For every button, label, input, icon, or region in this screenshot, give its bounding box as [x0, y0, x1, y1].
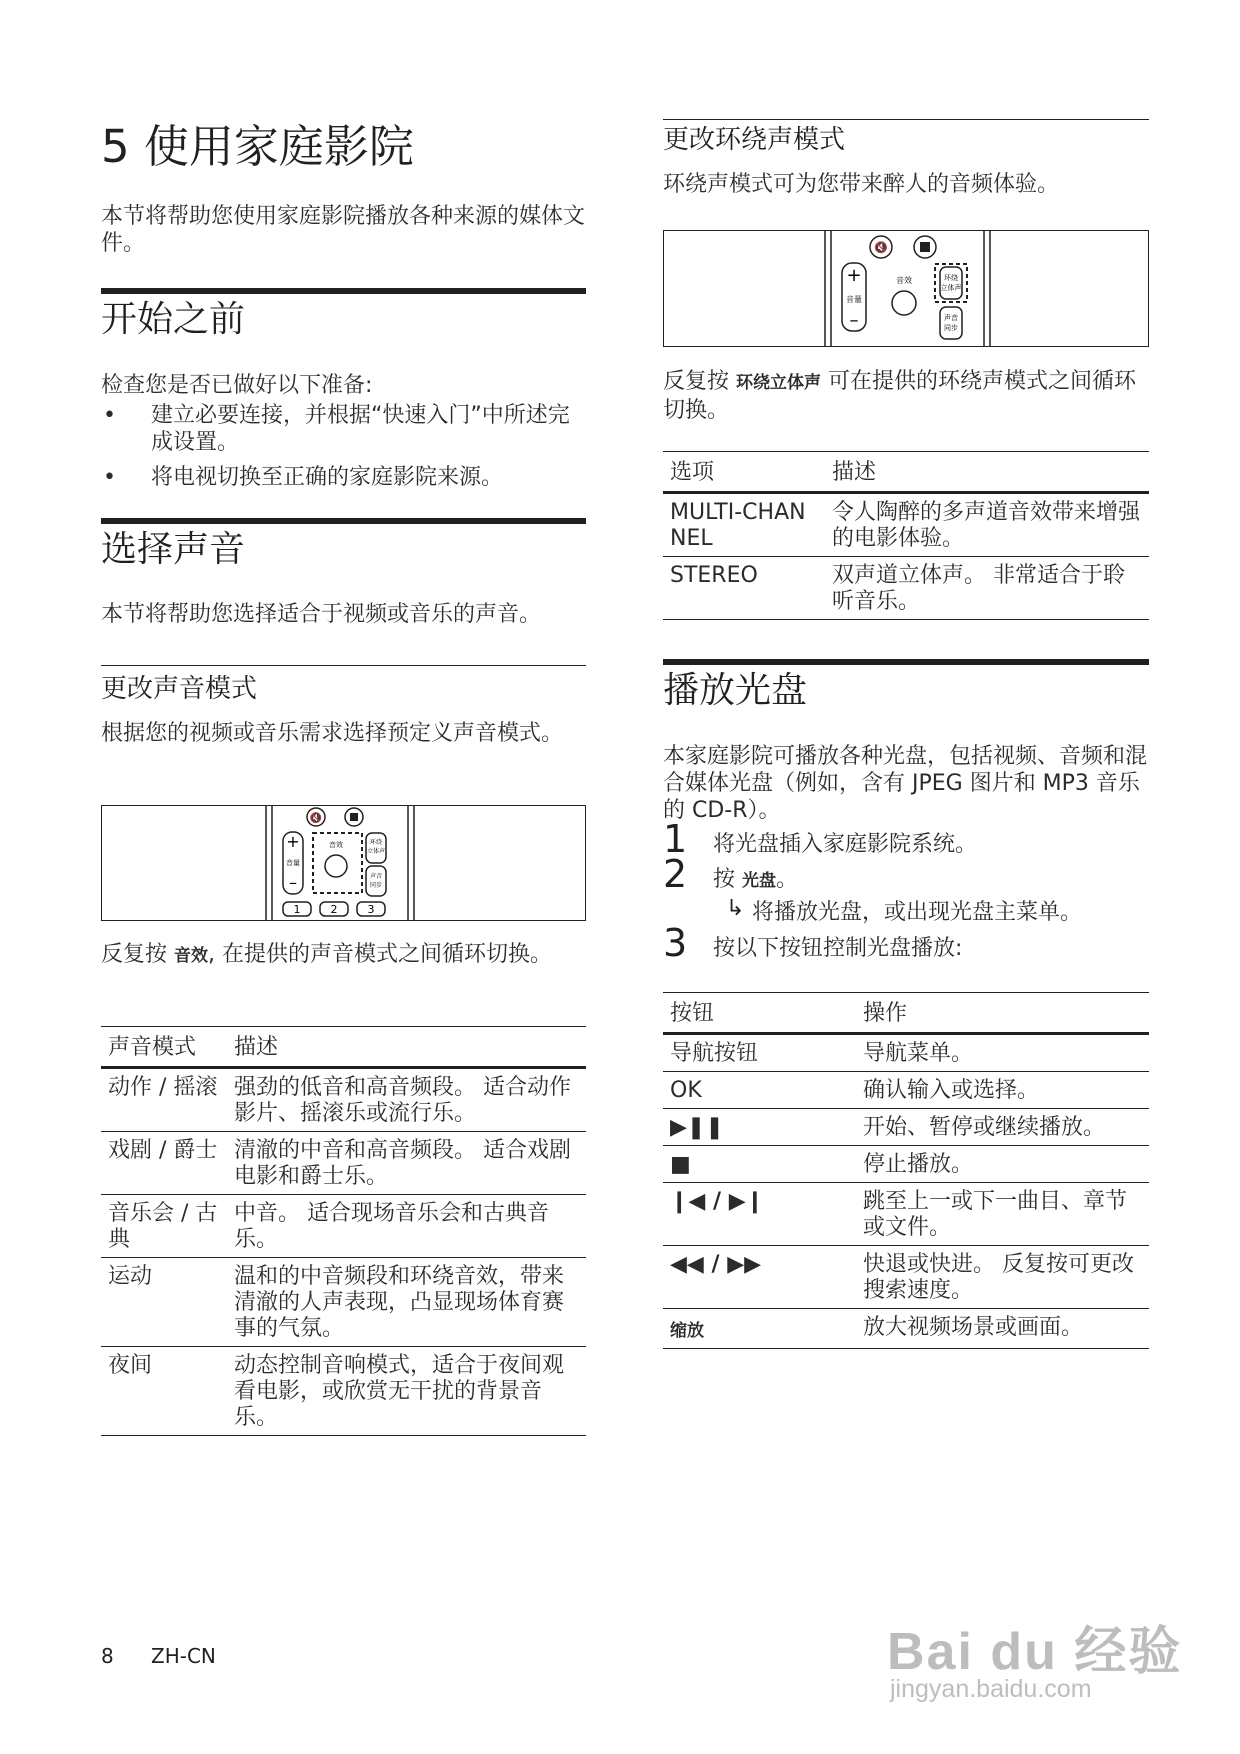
sound-mode-instruction: [101, 941, 561, 970]
table-cell: 快退或快进。 反复按可更改搜索速度。: [863, 1252, 1134, 1303]
section-heading-sound: 选择声音: [101, 529, 246, 570]
table-cell: 双声道立体声。 非常适合于聆听音乐。: [832, 563, 1125, 614]
table-row: [663, 1109, 1149, 1146]
table-cell: 中音。 适合现场音乐会和古典音乐。: [234, 1201, 549, 1252]
table-cell: 清澈的中音和高音频段。 适合戏剧电影和爵士乐。: [234, 1138, 571, 1189]
table-cell: 运动: [108, 1264, 153, 1289]
svg-text:🔇: 🔇: [309, 813, 323, 824]
remote-num-3: 3: [367, 903, 375, 916]
remote-num-1: 1: [293, 903, 301, 916]
section-rule: [101, 288, 586, 294]
stop-icon: [914, 236, 936, 258]
table-row: [663, 1183, 1149, 1246]
sound-mode-table: [101, 1026, 586, 1436]
svg-text:–: –: [849, 310, 859, 331]
table-header-cell: 声音模式: [108, 1035, 197, 1060]
disc-key-label: 光盘: [742, 871, 777, 891]
remote-illustration-surround: [663, 230, 1149, 347]
baidu-watermark-logo: Bai du 经验: [887, 1623, 1183, 1681]
table-cell: 动作 / 摇滚: [108, 1075, 218, 1100]
subsection-heading-sound-mode: 更改声音模式: [101, 674, 258, 704]
table-cell: 动态控制音响模式，适合于夜间观看电影，或欣赏无干扰的背景音乐。: [234, 1353, 565, 1430]
baidu-watermark-url: jingyan.baidu.com: [890, 1675, 1092, 1703]
chapter-intro: 本节将帮助您使用家庭影院播放各种来源的媒体文件。: [101, 204, 586, 256]
svg-text:–: –: [289, 873, 297, 892]
table-row: [663, 1034, 1149, 1072]
step-number: 1: [663, 817, 688, 861]
list-item: [101, 464, 586, 491]
table-row: [101, 1347, 586, 1436]
instruction-text: 可在提供的环绕声模式之间循环切换。: [663, 369, 1137, 423]
section-rule: [101, 518, 586, 524]
instruction-text: 按: [713, 867, 736, 892]
table-cell: 停止播放。: [863, 1152, 974, 1177]
table-cell: OK: [670, 1078, 702, 1103]
disc-control-table: [663, 992, 1149, 1349]
svg-text:+: +: [286, 832, 300, 851]
table-cell: 缩放: [670, 1321, 704, 1341]
table-cell: 放大视频场景或画面。: [863, 1315, 1084, 1340]
table-row: [663, 493, 1149, 557]
table-row: [101, 1068, 586, 1132]
table-header-cell: 选项: [670, 460, 715, 485]
remote-vol-label: 音量: [846, 295, 862, 304]
remote-num-2: 2: [330, 903, 338, 916]
table-cell: 确认输入或选择。: [863, 1078, 1040, 1103]
instruction-text: 。: [776, 867, 799, 892]
remote-sync-label-2: 同步: [369, 882, 383, 889]
bullet-icon: •: [103, 465, 116, 490]
table-row: [101, 1258, 586, 1347]
table-cell: 开始、暂停或继续播放。: [863, 1115, 1106, 1140]
table-header-cell: 描述: [832, 460, 877, 485]
remote-sync-label-1: 声音: [944, 314, 958, 322]
chapter-title: 5 使用家庭影院: [101, 120, 414, 173]
step-text: 将光盘插入家庭影院系统。: [713, 832, 978, 857]
instruction-text: 反复按: [663, 369, 730, 394]
result-arrow-icon: ↳: [726, 896, 745, 921]
table-row: [101, 1132, 586, 1195]
surround-key-label: 环绕立体声: [736, 373, 822, 393]
instruction-text: 反复按: [101, 942, 168, 967]
sound-button-icon: [892, 291, 916, 315]
table-header-row: [101, 1027, 586, 1068]
stop-icon: ■: [670, 1152, 691, 1177]
bullet-text: 建立必要连接，并根据“快速入门”中所述完成设置。: [151, 403, 570, 455]
table-cell: STEREO: [670, 563, 758, 588]
table-header-cell: 描述: [234, 1035, 279, 1060]
table-row: [663, 1072, 1149, 1109]
bullet-text: 将电视切换至正确的家庭影院来源。: [151, 465, 504, 490]
svg-text:🔇: 🔇: [874, 241, 888, 254]
page-number: 8: [101, 1644, 114, 1668]
table-header-cell: 按钮: [670, 1001, 715, 1026]
sound-intro: 本节将帮助您选择适合于视频或音乐的声音。: [101, 602, 542, 627]
prev-next-icon: ❙◀ / ▶❙: [670, 1189, 765, 1214]
sound-key-label: 音效: [174, 946, 209, 966]
step-number: 2: [663, 852, 688, 896]
step-text: 按以下按钮控制光盘播放:: [713, 936, 963, 961]
mute-icon: [870, 236, 892, 258]
remote-vol-label: 音量: [286, 859, 300, 867]
table-cell: MULTI-CHANNEL: [670, 500, 806, 551]
bullet-icon: •: [103, 403, 116, 428]
play-pause-icon: ▶❚❚: [670, 1115, 724, 1140]
rewind-forward-icon: ◀◀ / ▶▶: [670, 1252, 762, 1277]
remote-surround-label-2: 立体声: [940, 284, 962, 292]
subsection-rule: [663, 119, 1149, 120]
instruction-text: , 在提供的声音模式之间循环切换。: [208, 942, 553, 967]
table-cell: 导航菜单。: [863, 1041, 974, 1066]
subsection-rule: [101, 665, 586, 666]
surround-text: 环绕声模式可为您带来醉人的音频体验。: [663, 172, 1060, 197]
step-number: 3: [663, 921, 688, 965]
remote-sound-label: 音效: [896, 276, 912, 285]
section-heading-before: 开始之前: [101, 299, 246, 340]
table-cell: 跳至上一或下一曲目、章节或文件。: [863, 1189, 1128, 1240]
surround-instruction: [663, 368, 1149, 424]
mute-icon: [307, 808, 325, 826]
table-row: [663, 1309, 1149, 1349]
before-bullet-list: [101, 402, 586, 491]
remote-sync-label-1: 声音: [369, 873, 383, 880]
before-lead: 检查您是否已做好以下准备:: [101, 373, 373, 398]
step-result: 将播放光盘，或出现光盘主菜单。: [752, 900, 1083, 925]
subsection-heading-surround: 更改环绕声模式: [663, 125, 846, 155]
table-cell: 温和的中音频段和环绕音效，带来清澈的人声表现，凸显现场体育赛事的气氛。: [234, 1264, 565, 1341]
table-row: [101, 1195, 586, 1258]
table-cell: 夜间: [108, 1353, 153, 1378]
remote-sync-label-2: 同步: [944, 324, 958, 332]
svg-text:+: +: [846, 265, 862, 286]
table-header-row: [663, 452, 1149, 493]
language-code: ZH-CN: [151, 1644, 216, 1668]
remote-sound-label: 音效: [329, 841, 343, 849]
section-rule: [663, 659, 1149, 665]
disc-intro: 本家庭影院可播放各种光盘，包括视频、音频和混合媒体光盘（例如，含有 JPEG 图片和 MP3 音乐的 CD-R）。: [663, 744, 1148, 823]
table-cell: 导航按钮: [670, 1041, 759, 1066]
table-cell: 音乐会 / 古典: [108, 1201, 218, 1252]
remote-surround-label-1: 环绕: [369, 839, 383, 846]
table-cell: 令人陶醉的多声道音效带来增强的电影体验。: [832, 500, 1141, 551]
table-header-row: [663, 993, 1149, 1034]
remote-surround-label-1: 环绕: [944, 274, 958, 282]
remote-illustration-sound: [101, 805, 586, 921]
list-item: [101, 402, 586, 456]
table-row: [663, 557, 1149, 620]
stop-icon: [345, 808, 363, 826]
step-text: [713, 866, 1149, 895]
sound-button-icon: [325, 855, 347, 877]
table-row: [663, 1246, 1149, 1309]
table-header-cell: 操作: [863, 1001, 908, 1026]
remote-surround-label-2: 立体声: [366, 848, 386, 855]
table-cell: 强劲的低音和高音频段。 适合动作影片、摇滚乐或流行乐。: [234, 1075, 571, 1126]
sound-mode-text: 根据您的视频或音乐需求选择预定义声音模式。: [101, 721, 564, 746]
section-heading-disc: 播放光盘: [663, 670, 808, 711]
table-row: [663, 1146, 1149, 1183]
table-cell: 戏剧 / 爵士: [108, 1138, 218, 1163]
surround-table: [663, 451, 1149, 620]
